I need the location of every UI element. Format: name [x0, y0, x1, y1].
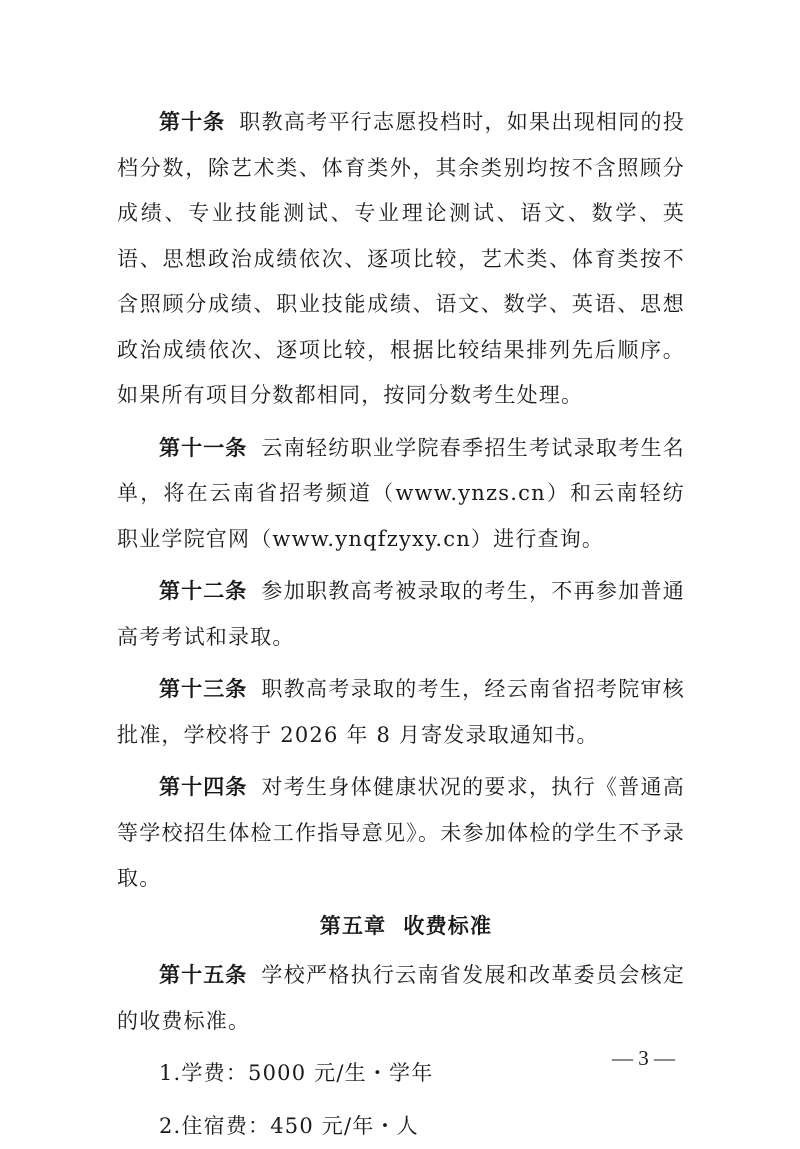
article-label: 第十三条 — [159, 677, 247, 701]
fee-item-accommodation: 2.住宿费：450 元/年・人 — [117, 1104, 685, 1149]
article-label: 第十五条 — [159, 963, 247, 987]
article-label: 第十一条 — [159, 436, 247, 460]
article-label: 第十四条 — [159, 775, 247, 799]
article-text: 职教高考录取的考生，经云南省招考院审核批准，学校将于 2026 年 8 月寄发录取通知书。 — [117, 677, 685, 747]
article-10 — [117, 100, 685, 419]
article-text: 参加职教高考被录取的考生，不再参加普通高考考试和录取。 — [117, 579, 685, 649]
article-13 — [117, 667, 685, 758]
chapter-title: 第五章 收费标准 — [117, 904, 685, 950]
document-body — [117, 100, 685, 1149]
article-12 — [117, 569, 685, 660]
article-text: 学校严格执行云南省发展和改革委员会核定的收费标准。 — [117, 963, 685, 1033]
article-text: 对考生身体健康状况的要求，执行《普通高等学校招生体检工作指导意见》。未参加体检的学生不予录取。 — [117, 775, 685, 890]
article-label: 第十条 — [159, 110, 225, 134]
article-label: 第十二条 — [159, 579, 247, 603]
article-text: 职教高考平行志愿投档时，如果出现相同的投档分数，除艺术类、体育类外，其余类别均按不含照顾分成绩、专业技能测试、专业理论测试、语文、数学、英语、思想政治成绩依次、逐项比较，艺术类、体育类按不含照顾分成绩、职业技能成绩、语文、数学、英语、思想政治成绩依次、逐项比较，根据比较结果排列先后顺序。如果所有项目分数都相同，按同分数考生处理。 — [117, 110, 685, 407]
page-number: — 3 — — [612, 1046, 675, 1071]
fee-item-tuition: 1.学费：5000 元/生・学年 — [117, 1051, 685, 1097]
article-14 — [117, 765, 685, 902]
article-11 — [117, 426, 685, 563]
article-15 — [117, 953, 685, 1044]
article-text: 云南轻纺职业学院春季招生考试录取考生名单，将在云南省招考频道（www.ynzs.cn）和云南轻纺职业学院官网（www.ynqfzyxy.cn）进行查询。 — [117, 436, 685, 551]
